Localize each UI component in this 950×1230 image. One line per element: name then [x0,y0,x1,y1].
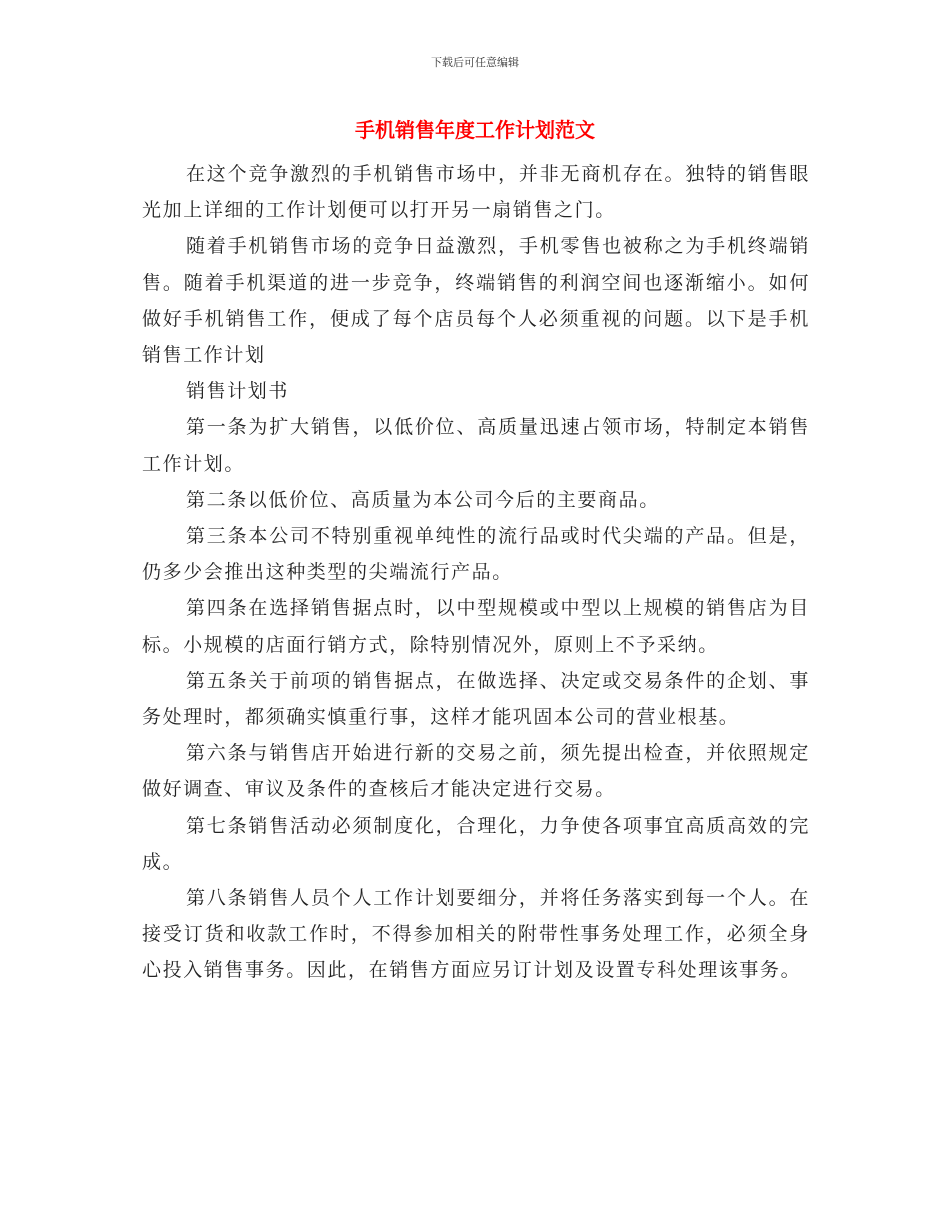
paragraph-background: 随着手机销售市场的竞争日益激烈，手机零售也被称之为手机终端销售。随着手机渠道的进一步竞争，终端销售的利润空间也逐渐缩小。如何做好手机销售工作，便成了每个店员每个人必须重视的问题。以下是手机销售工作计划 [142,235,810,367]
document-body [142,156,810,989]
article-1: 第一条为扩大销售，以低价位、高质量迅速占领市场，特制定本销售工作计划。 [142,416,810,475]
header-note: 下载后可任意编辑 [431,56,519,69]
article-6: 第六条与销售店开始进行新的交易之前，须先提出检查，并依照规定做好调查、审议及条件的查核后才能决定进行交易。 [142,742,810,801]
section-heading: 销售计划书 [186,380,290,403]
article-3: 第三条本公司不特别重视单纯性的流行品或时代尖端的产品。但是，仍多少会推出这种类型的尖端流行产品。 [142,525,810,584]
article-7: 第七条销售活动必须制度化，合理化，力争使各项事宜高质高效的完成。 [142,814,810,873]
article-2: 第二条以低价位、高质量为本公司今后的主要商品。 [186,488,660,511]
paragraph-intro: 在这个竞争激烈的手机销售市场中，并非无商机存在。独特的销售眼光加上详细的工作计划便可以打开另一扇销售之门。 [142,163,810,222]
article-8: 第八条销售人员个人工作计划要细分，并将任务落实到每一个人。在接受订货和收款工作时，不得参加相关的附带性事务处理工作，必须全身心投入销售事务。因此，在销售方面应另订计划及设置专科处理该事务。 [142,887,810,982]
document-title: 手机销售年度工作计划范文 [355,118,595,142]
article-4: 第四条在选择销售据点时，以中型规模或中型以上规模的销售店为目标。小规模的店面行销方式，除特别情况外，原则上不予采纳。 [142,597,810,656]
article-5: 第五条关于前项的销售据点，在做选择、决定或交易条件的企划、事务处理时，都须确实慎重行事，这样才能巩固本公司的营业根基。 [142,669,810,729]
